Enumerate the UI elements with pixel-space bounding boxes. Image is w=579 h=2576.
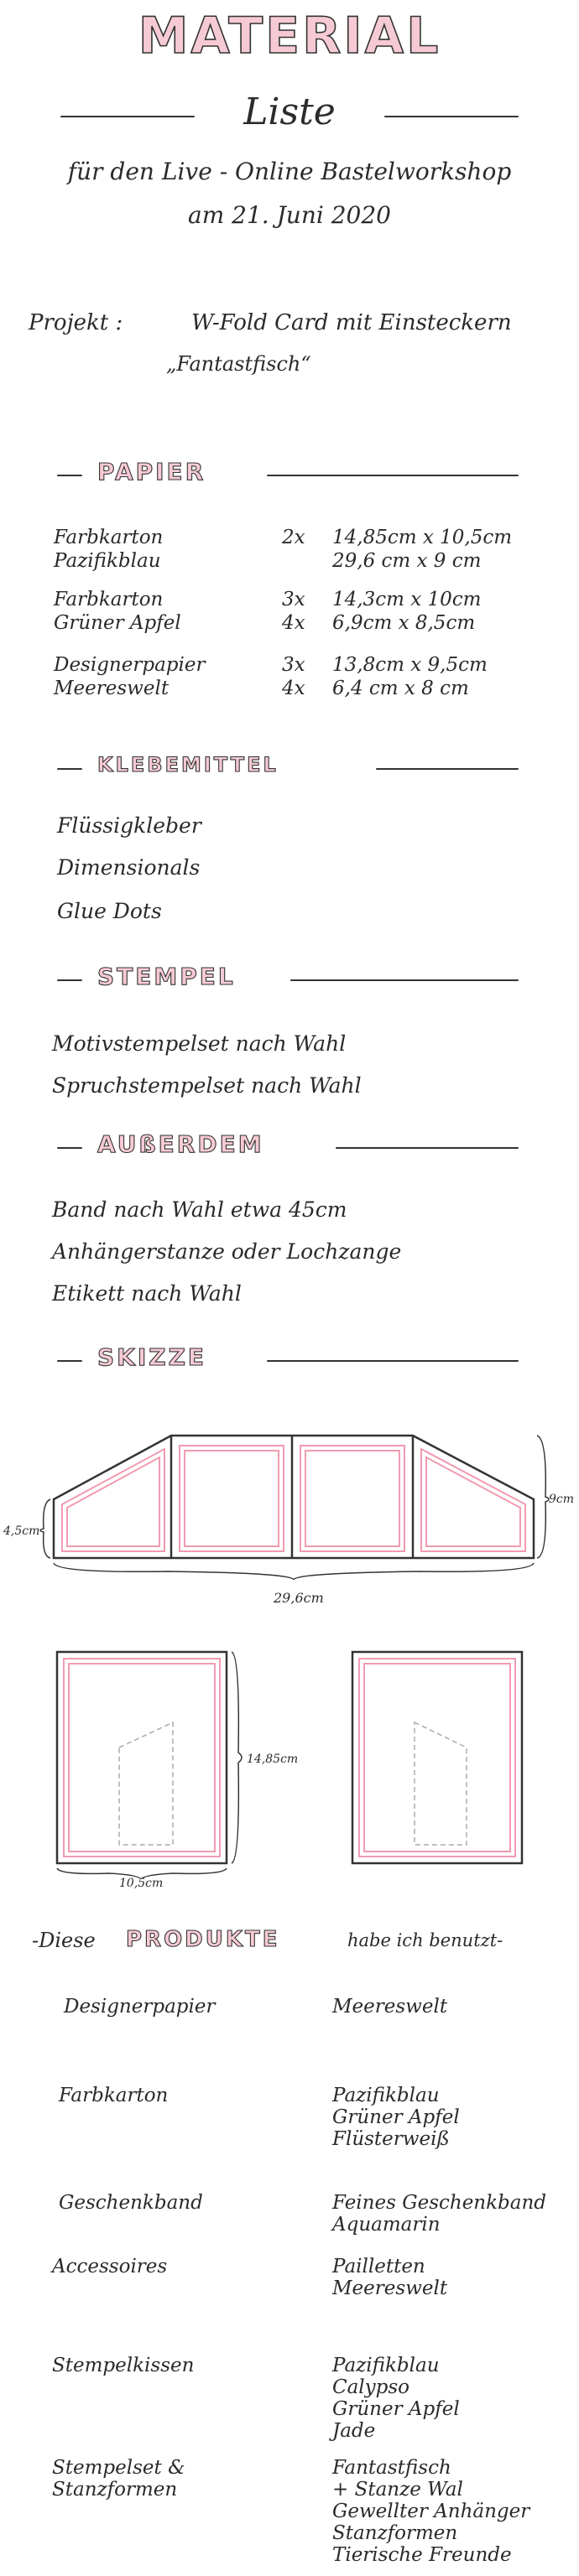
- section-rule: [290, 979, 519, 981]
- product-value: Gewellter Anhänger: [332, 2501, 530, 2522]
- section-dash: [57, 475, 82, 476]
- section-dash: [57, 1360, 82, 1362]
- material-name: Farbkarton: [54, 527, 164, 548]
- product-value: Grüner Apfel: [332, 2398, 460, 2420]
- product-value: Pazifikblau: [332, 2085, 440, 2106]
- material-color: Pazifikblau: [54, 550, 161, 572]
- list-item: Spruchstempelset nach Wahl: [52, 1073, 362, 1098]
- product-category: Geschenkband: [59, 2192, 203, 2214]
- dimension-label: 10,5cm: [119, 1877, 164, 1890]
- material-qty: 3x: [282, 589, 305, 610]
- w-fold-card-pink-layers: [62, 1446, 525, 1551]
- material-qty: 4x: [282, 612, 305, 634]
- sketch-drawing: [0, 1409, 579, 1878]
- product-value: Stanzformen: [332, 2522, 458, 2544]
- dimension-label: 14,85cm: [247, 1753, 299, 1766]
- material-color: Grüner Apfel: [54, 612, 181, 634]
- dimension-brace: [232, 1652, 242, 1863]
- product-category: Stanzformen: [52, 2479, 178, 2501]
- dimension-brace: [54, 1563, 534, 1580]
- product-value: Flüsterweiß: [332, 2128, 450, 2150]
- project-label: Projekt :: [29, 310, 123, 335]
- section-title-klebemittel: KLEBEMITTEL: [97, 753, 279, 776]
- page-subtitle: Liste: [243, 91, 336, 133]
- intro-line-1: für den Live - Online Bastelworkshop: [67, 158, 512, 185]
- section-dash: [57, 1147, 82, 1149]
- section-title-skizze: SKIZZE: [97, 1343, 207, 1371]
- products-heading-prefix: -Diese: [32, 1929, 96, 1952]
- product-value: Pazifikblau: [332, 2355, 440, 2376]
- divider: [384, 116, 519, 117]
- intro-line-2: am 21. Juni 2020: [188, 201, 391, 229]
- insert-card-right: [352, 1652, 522, 1863]
- insert-card-left: [57, 1652, 227, 1863]
- w-fold-card-sketch: [54, 1436, 534, 1558]
- material-qty: 3x: [282, 654, 305, 676]
- product-value: + Stanze Wal: [332, 2479, 463, 2501]
- material-color: Meereswelt: [54, 678, 170, 699]
- list-item: Glue Dots: [57, 899, 162, 923]
- project-subname: „Fantastfisch“: [166, 352, 311, 376]
- list-item: Anhängerstanze oder Lochzange: [52, 1239, 402, 1264]
- product-value: Pailletten: [332, 2256, 425, 2277]
- section-title-papier: PAPIER: [97, 458, 206, 486]
- product-category: Designerpapier: [64, 1996, 216, 2018]
- section-rule: [336, 1147, 519, 1149]
- product-value: Meereswelt: [332, 2277, 448, 2299]
- material-size: 13,8cm x 9,5cm: [332, 654, 488, 676]
- product-category: Stempelkissen: [52, 2355, 195, 2376]
- section-dash: [57, 979, 82, 981]
- product-category: Farbkarton: [59, 2085, 169, 2106]
- material-size: 6,9cm x 8,5cm: [332, 612, 476, 634]
- product-value: Fantastfisch: [332, 2457, 451, 2479]
- dimension-label: 29,6cm: [274, 1590, 324, 1606]
- section-rule: [376, 768, 519, 770]
- material-size: 14,85cm x 10,5cm: [332, 527, 513, 548]
- products-heading-suffix: habe ich benutzt-: [347, 1930, 503, 1950]
- product-value: Feines Geschenkband: [332, 2192, 547, 2214]
- material-size: 29,6 cm x 9 cm: [332, 550, 482, 572]
- product-value: Tierische Freunde: [332, 2544, 512, 2566]
- product-value: Calypso: [332, 2376, 410, 2398]
- section-rule: [267, 475, 519, 476]
- section-rule: [267, 1360, 519, 1362]
- product-value: Aquamarin: [332, 2214, 441, 2236]
- list-item: Flüssigkleber: [57, 813, 201, 838]
- product-value: Meereswelt: [332, 1996, 448, 2018]
- material-size: 14,3cm x 10cm: [332, 589, 482, 610]
- page-title: MATERIAL: [138, 7, 441, 65]
- dimension-brace: [537, 1436, 549, 1558]
- list-item: Band nach Wahl etwa 45cm: [52, 1197, 347, 1222]
- product-category: Accessoires: [52, 2256, 168, 2277]
- dimension-label: 4,5cm: [3, 1524, 40, 1538]
- list-item: Dimensionals: [57, 855, 201, 880]
- list-item: Etikett nach Wahl: [52, 1281, 242, 1306]
- material-qty: 2x: [282, 527, 305, 548]
- dimension-label: 9cm: [549, 1493, 575, 1506]
- product-value: Jade: [332, 2420, 376, 2442]
- material-name: Farbkarton: [54, 589, 164, 610]
- project-name: W-Fold Card mit Einsteckern: [191, 310, 512, 335]
- material-size: 6,4 cm x 8 cm: [332, 678, 469, 699]
- dimension-brace: [40, 1499, 50, 1558]
- product-value: Grüner Apfel: [332, 2106, 460, 2128]
- list-item: Motivstempelset nach Wahl: [52, 1031, 347, 1056]
- section-title-ausserdem: AUßERDEM: [97, 1130, 264, 1158]
- material-qty: 4x: [282, 678, 305, 699]
- section-dash: [57, 768, 82, 770]
- section-title-stempel: STEMPEL: [97, 963, 236, 990]
- material-name: Designerpapier: [54, 654, 206, 676]
- product-category: Stempelset &: [52, 2457, 185, 2479]
- section-title-produkte: PRODUKTE: [126, 1927, 280, 1952]
